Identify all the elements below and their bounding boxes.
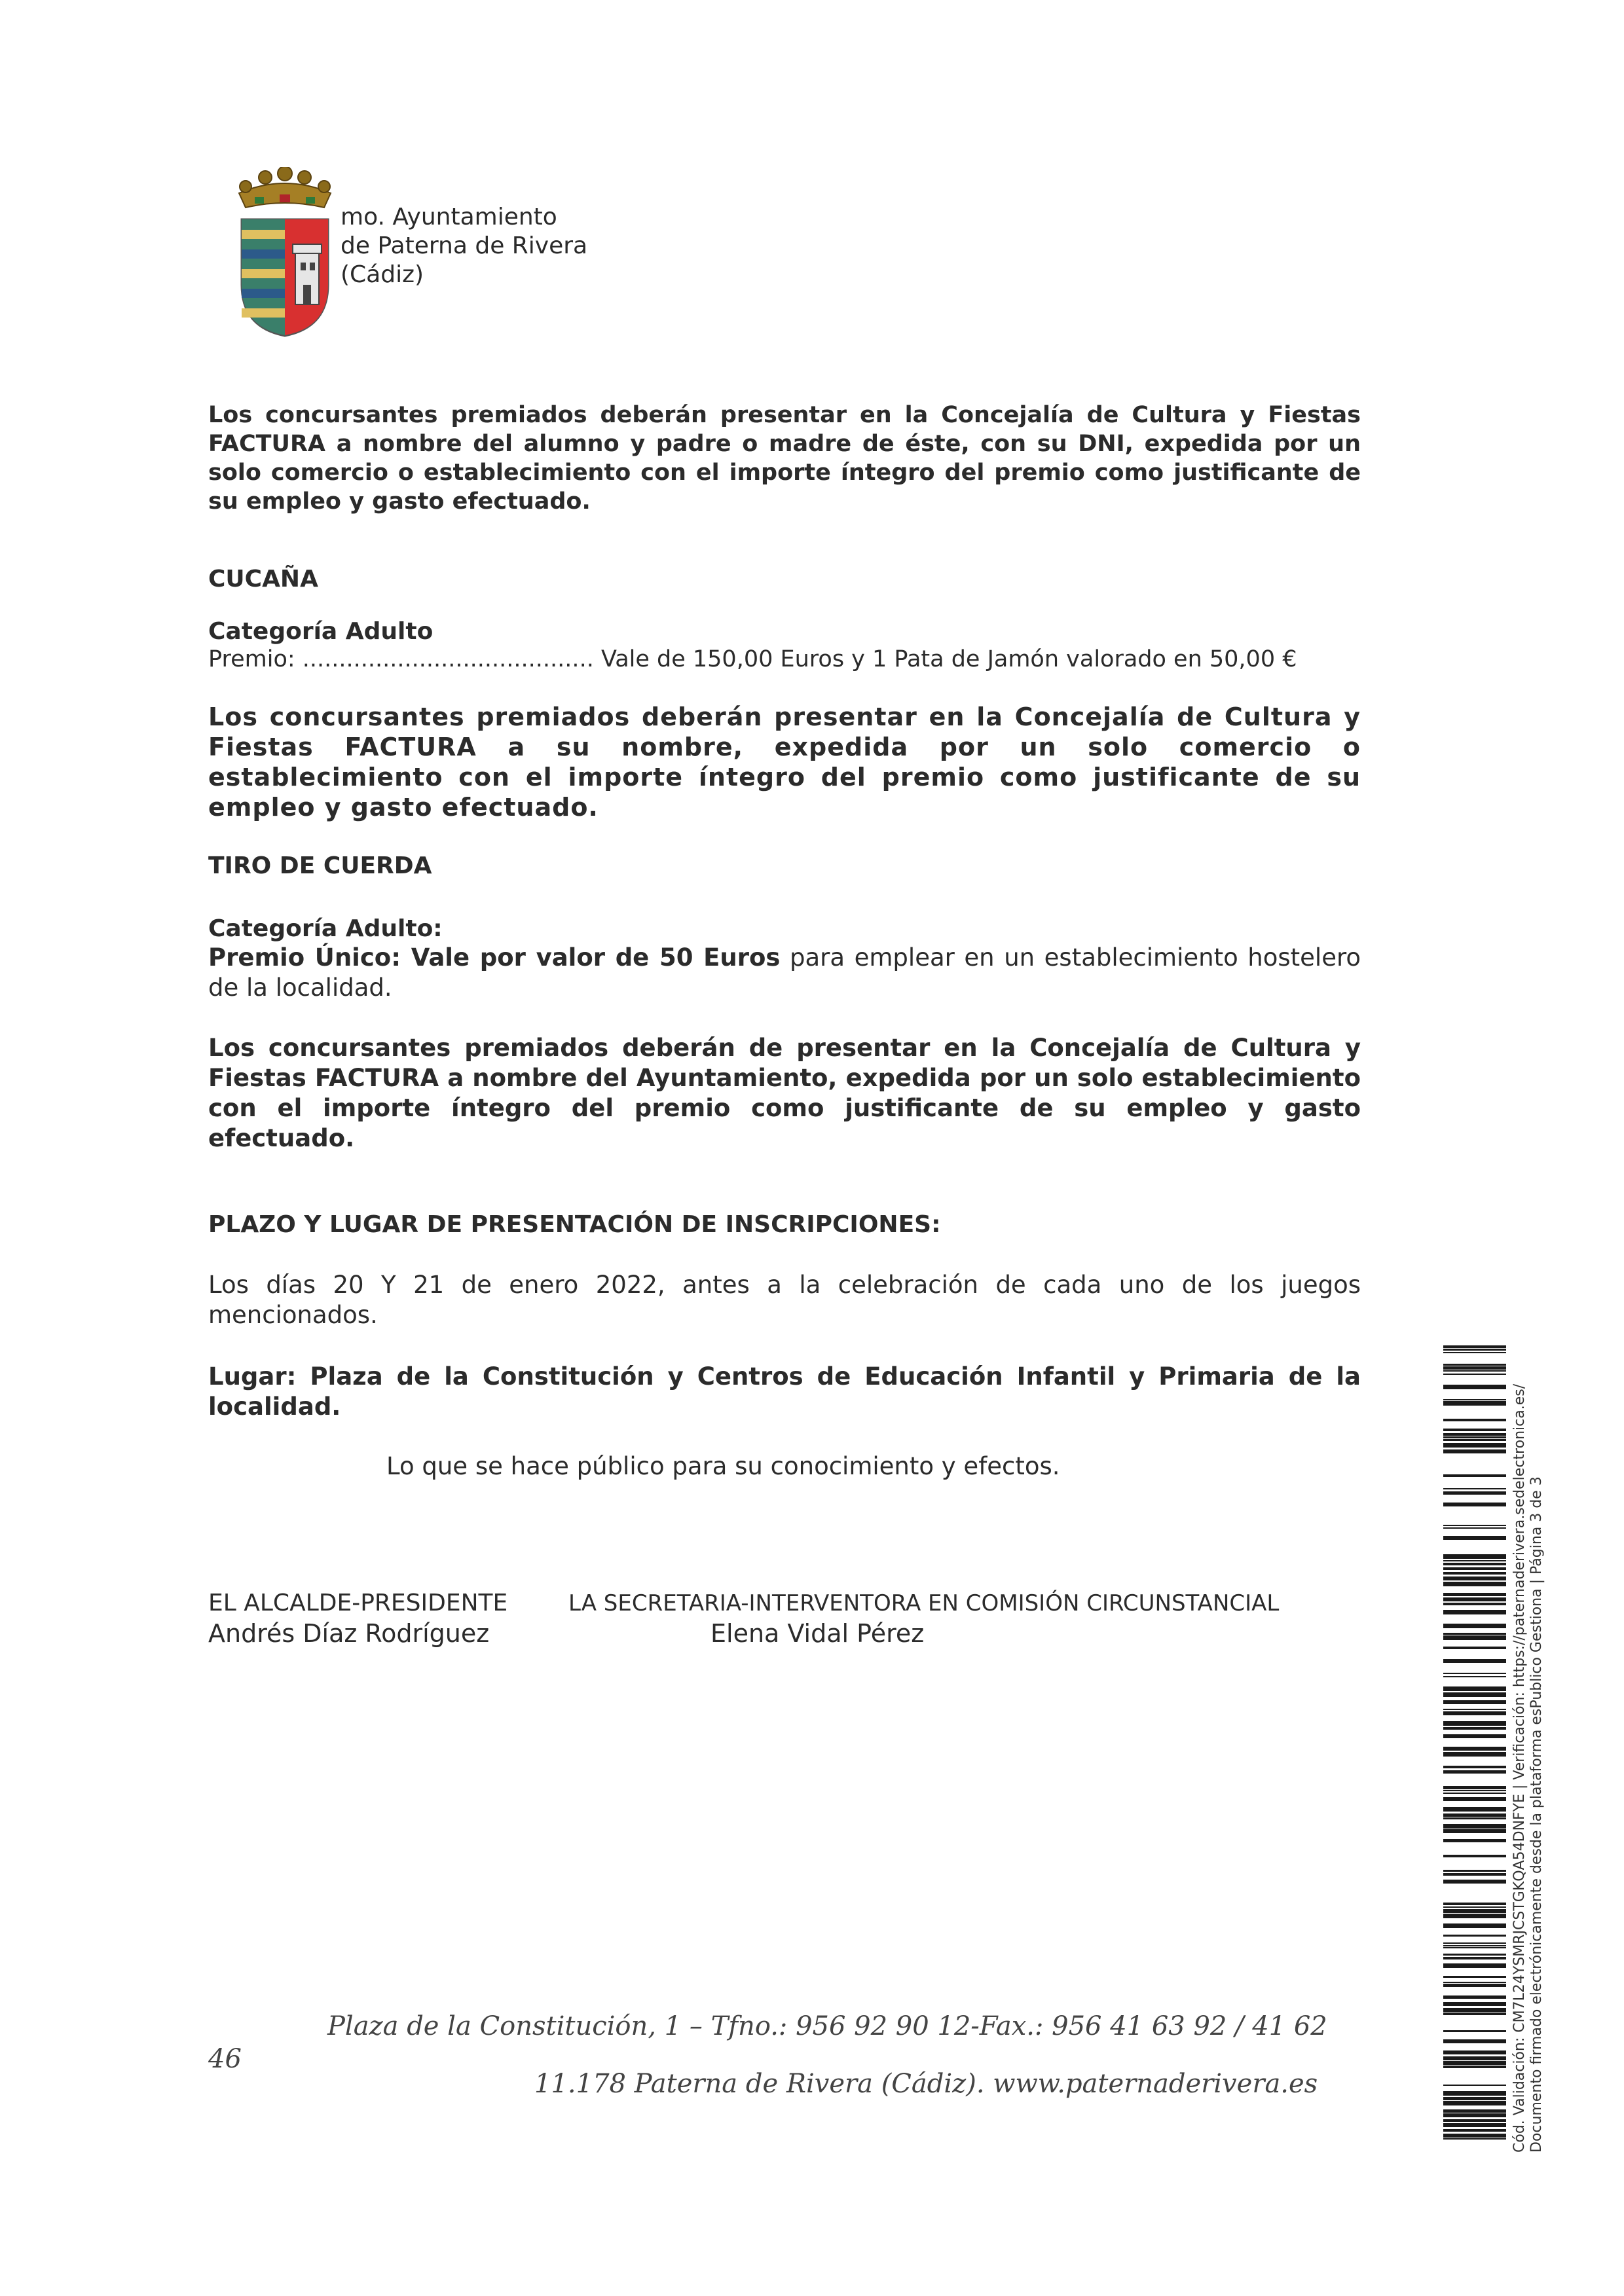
signature-right-role: LA SECRETARIA-INTERVENTORA EN COMISIÓN CIRCUNSTANCIAL	[568, 1590, 1280, 1616]
cucana-note: Los concursantes premiados deberán presentar en la Concejalía de Cultura y Fiestas FACTURA a su nombre, expedida por un solo comercio o establecimiento con el importe íntegro del premio como justificante de su empleo y gasto efectuado.	[208, 702, 1361, 822]
tiro-prize-rest: para emplear en un establecimiento hostelero de la localidad.	[208, 943, 1361, 1002]
tiro-prize-bold: Premio Único: Vale por valor de 50 Euros	[208, 943, 781, 972]
signature-left-role: EL ALCALDE-PRESIDENTE	[208, 1590, 508, 1616]
cucana-prize-value: Vale de 150,00 Euros y 1 Pata de Jamón valorado en 50,00 €	[600, 646, 1297, 672]
org-line-2: de Paterna de Rivera	[341, 232, 588, 259]
tiro-prize	[208, 943, 1361, 1003]
footer-address-1: Plaza de la Constitución, 1 – Tfno.: 956 92 90 12-Fax.: 956 41 63 92 / 41 62	[327, 2011, 1327, 2041]
validation-line-1: Cód. Validación: CM7L24YSMRJCSTGKQA54DNFYE | Verificación: https://paternaderivera.sedelectronica.es/	[1511, 1383, 1528, 2153]
tiro-note: Los concursantes premiados deberán de presentar en la Concejalía de Cultura y Fiestas FACTURA a nombre del Ayuntamiento, expedida por un solo establecimiento con el importe íntegro del premio como justificante de su empleo y gasto efectuado.	[208, 1034, 1361, 1152]
plazo-dates: Los días 20 Y 21 de enero 2022, antes a la celebración de cada uno de los juegos mencionados.	[208, 1271, 1361, 1329]
page-number: 46	[208, 2044, 242, 2074]
org-line-1: mo. Ayuntamiento	[341, 204, 557, 230]
cucana-prize-label: Premio: ........................................	[208, 646, 594, 672]
cucana-title: CUCAÑA	[208, 566, 318, 592]
plazo-title: PLAZO Y LUGAR DE PRESENTACIÓN DE INSCRIPCIONES:	[208, 1211, 941, 1238]
validation-line-2: Documento firmado electrónicamente desde la plataforma esPublico Gestiona | Página 3 de 3	[1528, 1476, 1545, 2153]
cucana-category: Categoría Adulto	[208, 618, 434, 645]
org-name	[341, 203, 587, 289]
org-line-3: (Cádiz)	[341, 261, 424, 288]
closing-statement: Lo que se hace público para su conocimiento y efectos.	[386, 1452, 1060, 1480]
signature-left-name: Andrés Díaz Rodríguez	[208, 1619, 490, 1648]
plazo-place: Lugar: Plaza de la Constitución y Centros de Educación Infantil y Primaria de la localidad.	[208, 1362, 1361, 1421]
signature-right	[568, 1588, 1279, 1618]
cucana-prize	[208, 644, 1361, 674]
coat-of-arms-icon	[232, 167, 337, 337]
intro-paragraph: Los concursantes premiados deberán presentar en la Concejalía de Cultura y Fiestas FACTURA a nombre del alumno y padre o madre de éste, con su DNI, expedida por un solo comercio o establecimiento con el importe íntegro del premio como justificante de su empleo y gasto efectuado.	[208, 402, 1361, 515]
footer-address-2: 11.178 Paterna de Rivera (Cádiz). www.paternaderivera.es	[534, 2069, 1318, 2099]
signature-right-name: Elena Vidal Pérez	[710, 1619, 925, 1648]
tiro-title: TIRO DE CUERDA	[208, 852, 432, 879]
validation-text	[1510, 1349, 1549, 2154]
signature-left	[208, 1588, 507, 1649]
barcode-icon	[1443, 1345, 1506, 2151]
tiro-category: Categoría Adulto:	[208, 915, 443, 942]
